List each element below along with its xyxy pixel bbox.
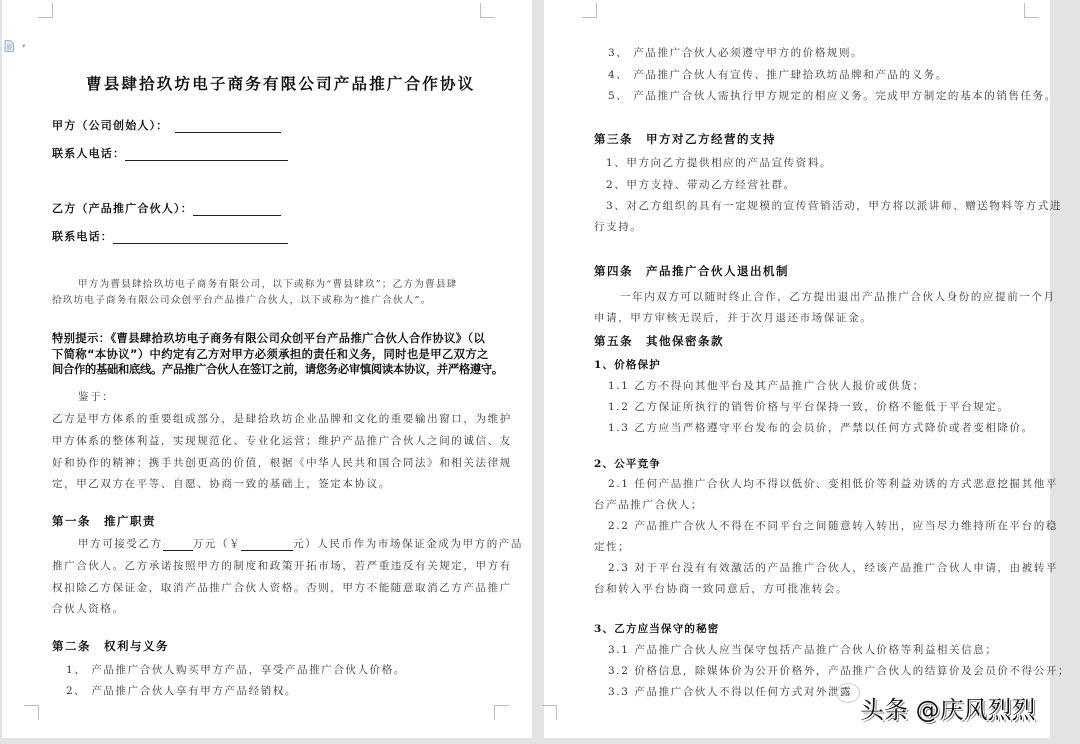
article-3-item: 3、对乙方组织的具有一定规模的宣传营销活动，甲方将以派讲师、赠送物料等方式进 [606, 200, 1062, 212]
chevron-down-icon[interactable]: ▾ [22, 42, 26, 50]
article-4-heading: 第四条 产品推广合伙人退出机制 [594, 264, 789, 278]
clause-item: 2.3 对于平台没有有效激活的产品推广合伙人，经该产品推广合伙人申请，由被转平 [608, 562, 1058, 574]
section-confidentiality: 3、乙方应当保守的秘密 [594, 623, 720, 635]
clause-item: 3.3 产品推广合伙人不得以任何方式对外泄露 [608, 686, 853, 698]
special-notice-line: 特别提示：《曹县肆拾玖坊电子商务有限公司众创平台产品推广合伙人合作协议》（以 [52, 332, 486, 345]
article-1-text: 元）人民币作为市场保证金成为甲方的产品 [293, 538, 524, 550]
party-a-phone-field[interactable] [52, 145, 288, 161]
clause-item: 1.2 乙方保证所执行的销售价格与平台保持一致，价格不能低于平台规定。 [608, 401, 1010, 413]
crop-mark [24, 705, 39, 720]
whereas-line: 乙方是甲方体系的重要组成部分，是肆拾玖坊企业品牌和文化的重要输出窗口，为维护 [52, 413, 512, 425]
article-1-line: 推广合伙人。乙方承诺按照甲方的制度和政策开拓市场，若严重违反有关规定，甲方有 [52, 560, 512, 572]
document-icon[interactable] [4, 40, 14, 52]
article-1-line [78, 536, 523, 551]
intro-line: 拾玖坊电子商务有限公司众创平台产品推广合伙人，以下或称为“推广合伙人”。 [52, 295, 432, 306]
crop-mark [480, 3, 495, 18]
article-1-text: 万元（￥ [192, 538, 242, 550]
party-b-blank[interactable] [193, 203, 281, 216]
crop-mark [1024, 3, 1039, 18]
party-b-field[interactable] [52, 200, 281, 216]
clause-item: 1.3 乙方应当严格遵守平台发布的会员价，严禁以任何方式降价或者变相降价。 [608, 422, 1034, 434]
document-title: 曹县肆拾玖坊电子商务有限公司产品推广合作协议 [86, 74, 476, 93]
crop-mark [494, 705, 509, 720]
article-3-heading: 第三条 甲方对乙方经营的支持 [594, 132, 776, 146]
article-5-heading: 第五条 其他保密条款 [594, 334, 724, 348]
party-a-phone-label: 联系人电话： [52, 147, 126, 160]
party-a-blank[interactable] [175, 120, 281, 133]
crop-mark [542, 705, 557, 720]
party-b-label: 乙方（产品推广合伙人）： [52, 202, 193, 215]
article-4-line: 一年内双方可以随时终止合作，乙方提出退出产品推广合伙人身份的应提前一个月 [620, 291, 1056, 303]
whereas-line: 定，甲乙双方在平等、自愿、协商一致的基础上，签定本协议。 [52, 478, 391, 490]
party-a-phone-blank[interactable] [125, 148, 288, 161]
watermark-logo-icon [836, 683, 860, 703]
amount-yuan-blank[interactable] [241, 539, 293, 551]
clause-item: 台产品推广合伙人； [594, 499, 703, 511]
crop-mark [38, 3, 53, 18]
clause-item: 1.1 乙方不得向其他平台及其产品推广合伙人报价或供货； [608, 380, 925, 392]
article-2-item: 2、 产品推广合伙人享有甲方产品经销权。 [66, 685, 298, 697]
party-b-phone-field[interactable] [52, 228, 288, 244]
article-1-line: 权扣除乙方保证金，取消产品推广合伙人资格。否则，甲方不能随意取消乙方产品推广 [52, 582, 512, 594]
whereas-line: 甲方体系的整体利益，实现规范化、专业化运营；维护产品推广合伙人之间的诚信、友 [52, 435, 512, 447]
watermark: 头条 @庆风烈烈 [860, 696, 1036, 724]
article-3-item: 1、甲方向乙方提供相应的产品宣传资料。 [606, 157, 833, 169]
party-a-label: 甲方（公司创始人）： [52, 119, 169, 132]
party-a-field[interactable] [52, 117, 281, 133]
article-2-item: 3、 产品推广合伙人必须遵守甲方的价格规则。 [608, 47, 864, 59]
article-3-item: 行支持。 [594, 221, 643, 233]
whereas-line: 好和协作的精神；携手共创更高的价值，根据《中华人民共和国合同法》和相关法律规 [52, 457, 512, 469]
amount-wan-blank[interactable] [163, 539, 193, 551]
section-fair-competition: 2、公平竞争 [594, 458, 662, 470]
clause-item: 2.2 产品推广合伙人不得在不同平台之间随意转入转出，应当尽力维持所在平台的稳 [608, 520, 1058, 532]
document-page-1 [2, 0, 532, 738]
clause-item: 3.2 价格信息，除媒体价为公开价格外，产品推广合伙人的结算价及会员价不得公开； [608, 665, 1071, 677]
clause-item: 定性； [594, 541, 631, 553]
special-notice-line: 下简称“本协议”）中约定有乙方对甲方必须承担的责任和义务，同时也是甲乙双方之 [52, 348, 489, 361]
article-1-line: 合伙人资格。 [52, 603, 125, 615]
crop-mark [582, 3, 597, 18]
article-3-item: 2、甲方支持、带动乙方经营社群。 [606, 179, 796, 191]
article-2-item: 5、 产品推广合伙人需执行甲方规定的相应义务。完成甲方制定的基本的销售任务。 [608, 90, 1057, 102]
section-price-protection: 1、价格保护 [594, 359, 662, 371]
document-page-2 [544, 0, 1071, 738]
article-2-heading: 第二条 权利与义务 [52, 639, 169, 653]
clause-item: 2.1 任何产品推广合伙人均不得以低价、变相低价等利益劝诱的方式恶意挖掘其他平 [608, 478, 1058, 490]
article-1-text: 甲方可接受乙方 [78, 538, 163, 550]
special-notice-line: 间合作的基础和底线。产品推广合伙人在签订之前，请您务必审慎阅读本协议，并严格遵守。 [52, 363, 503, 376]
intro-line: 甲方为曹县肆拾玖坊电子商务有限公司，以下或称为“曹县肆玖”；乙方为曹县肆 [78, 279, 458, 290]
article-4-line: 申请，甲方审核无误后，并于次月退还市场保证金。 [594, 312, 873, 324]
whereas-label: 鉴于： [78, 391, 115, 403]
article-2-item: 4、 产品推广合伙人有宣传、推广肆拾玖坊品牌和产品的义务。 [608, 69, 948, 81]
party-b-phone-label: 联系电话： [52, 230, 113, 243]
clause-item: 台和转入平台协商一致同意后，方可批准转会。 [594, 583, 849, 595]
article-2-item: 1、 产品推广合伙人购买甲方产品，享受产品推广合伙人价格。 [66, 664, 406, 676]
article-1-heading: 第一条 推广职责 [52, 514, 156, 528]
clause-item: 3.1 产品推广合伙人应当保守包括产品推广合伙人价格等利益相关信息； [608, 644, 998, 656]
party-b-phone-blank[interactable] [113, 231, 288, 244]
